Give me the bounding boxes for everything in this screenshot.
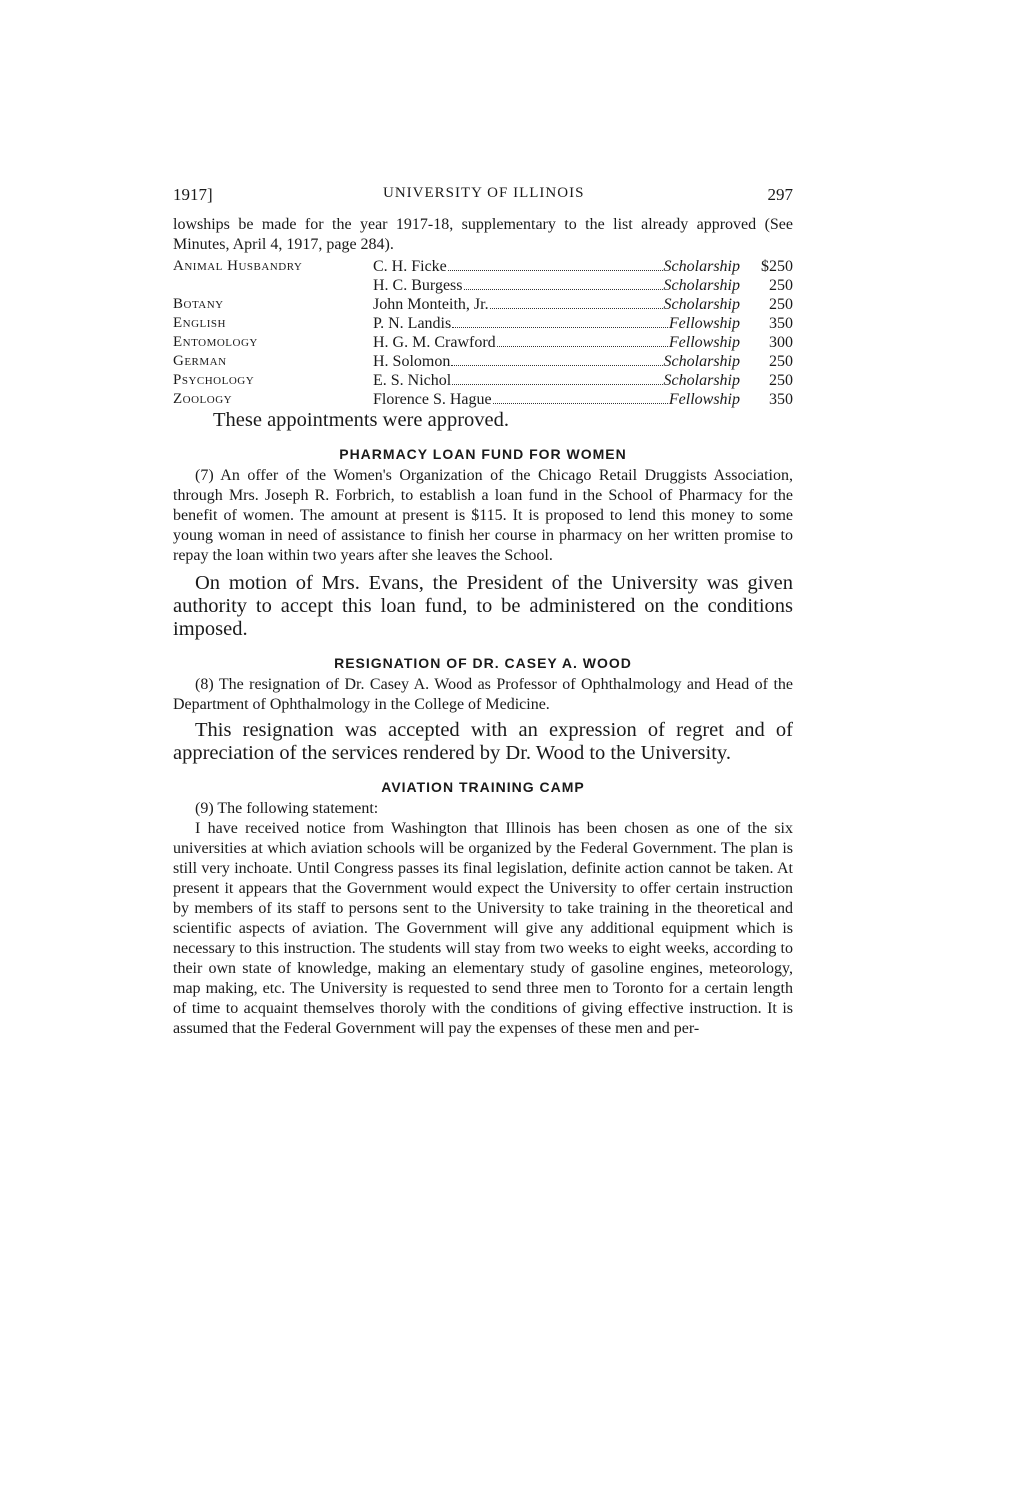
department: English xyxy=(173,315,226,331)
award-type: Scholarship xyxy=(663,372,740,389)
award-amount: 250 xyxy=(769,277,793,294)
appointment-row xyxy=(173,371,793,390)
page-header xyxy=(173,185,793,215)
header-year: 1917] xyxy=(173,185,213,204)
pharmacy-resolution: On motion of Mrs. Evans, the President of the University was given authority to accept this loan fund, to be administered on the conditions imposed. xyxy=(173,572,793,640)
resignation-body: (8) The resignation of Dr. Casey A. Wood as Professor of Ophthalmology and Head of the Department of Ophthalmology in the College of Medicine. xyxy=(173,676,793,713)
award-type: Fellowship xyxy=(668,315,740,332)
aviation-body: I have received notice from Washington that Illinois has been chosen as one of the six universities at which aviation schools will be organized by the Federal Government. The plan is still very inchoate. Until Congress passes its final legislation, definite action cannot be taken. At present it appears that the Government would expect the University to offer certain instruction by members of its staff to persons sent to the University to take training in the theoretical and scientific aspects of aviation. The Government will give any additional equipment which is necessary to this instruction. The students will stay from two weeks to eight weeks, according to their own state of knowledge, making an elementary study of gasoline engines, meteorology, map making, etc. The University is requested to send three men to Toronto for a certain length of time to acquaint themselves thoroly with the conditions of giving effective instruction. It is assumed that the Federal Government will pay the expenses of these men and per- xyxy=(173,820,793,1037)
award-type: Scholarship xyxy=(663,353,740,370)
approval-statement: These appointments were approved. xyxy=(213,409,510,431)
award-amount: 250 xyxy=(769,353,793,370)
appointments-table xyxy=(173,257,793,409)
appointment-row xyxy=(173,390,793,409)
department: Psychology xyxy=(173,372,255,388)
award-amount: 250 xyxy=(769,296,793,313)
award-type: Scholarship xyxy=(663,277,740,294)
award-type: Scholarship xyxy=(663,296,740,313)
document-page xyxy=(173,185,793,1039)
department: Botany xyxy=(173,296,224,312)
appointee-name: P. N. Landis xyxy=(373,315,452,332)
award-type: Fellowship xyxy=(668,391,740,408)
department: Entomology xyxy=(173,334,258,350)
appointee-name: H. Solomon xyxy=(373,353,451,370)
department: Zoology xyxy=(173,391,233,407)
department: German xyxy=(173,353,227,369)
section-heading-resignation: RESIGNATION OF DR. CASEY A. WOOD xyxy=(334,655,632,671)
appointment-row xyxy=(173,276,793,295)
intro-paragraph: lowships be made for the year 1917-18, supplementary to the list already approved (See Minutes, April 4, 1917, page 284). xyxy=(173,216,793,253)
award-amount: 350 xyxy=(769,391,793,408)
award-type: Fellowship xyxy=(668,334,740,351)
appointment-row xyxy=(173,352,793,371)
appointee-name: H. G. M. Crawford xyxy=(373,334,496,351)
award-amount: $250 xyxy=(761,258,793,275)
appointee-name: C. H. Ficke xyxy=(373,258,447,275)
section-heading-aviation: AVIATION TRAINING CAMP xyxy=(381,779,585,795)
appointment-row xyxy=(173,295,793,314)
appointment-row xyxy=(173,333,793,352)
appointment-row xyxy=(173,257,793,276)
award-amount: 300 xyxy=(769,334,793,351)
award-amount: 250 xyxy=(769,372,793,389)
page-number: 297 xyxy=(767,185,793,204)
department: Animal Husbandry xyxy=(173,258,303,274)
award-amount: 350 xyxy=(769,315,793,332)
pharmacy-body: (7) An offer of the Women's Organization of the Chicago Retail Druggists Association, through Mrs. Joseph R. Forbrich, to establish a loan fund in the School of Pharmacy for the benefit of women. The amount at present is $115. It is proposed to lend this money to some young woman in need of assistance to finish her course in pharmacy on her written promise to repay the loan within two years after she leaves the School. xyxy=(173,467,793,564)
appointee-name: Florence S. Hague xyxy=(373,391,492,408)
header-title: UNIVERSITY OF ILLINOIS xyxy=(383,185,585,201)
award-type: Scholarship xyxy=(663,258,740,275)
appointee-name: John Monteith, Jr. xyxy=(373,296,489,313)
aviation-intro: (9) The following statement: xyxy=(195,800,379,817)
resignation-resolution: This resignation was accepted with an expression of regret and of appreciation of the services rendered by Dr. Wood to the University. xyxy=(173,719,793,764)
appointee-name: H. C. Burgess xyxy=(373,277,463,294)
appointment-row xyxy=(173,314,793,333)
appointee-name: E. S. Nichol xyxy=(373,372,452,389)
section-heading-pharmacy: PHARMACY LOAN FUND FOR WOMEN xyxy=(339,446,627,462)
